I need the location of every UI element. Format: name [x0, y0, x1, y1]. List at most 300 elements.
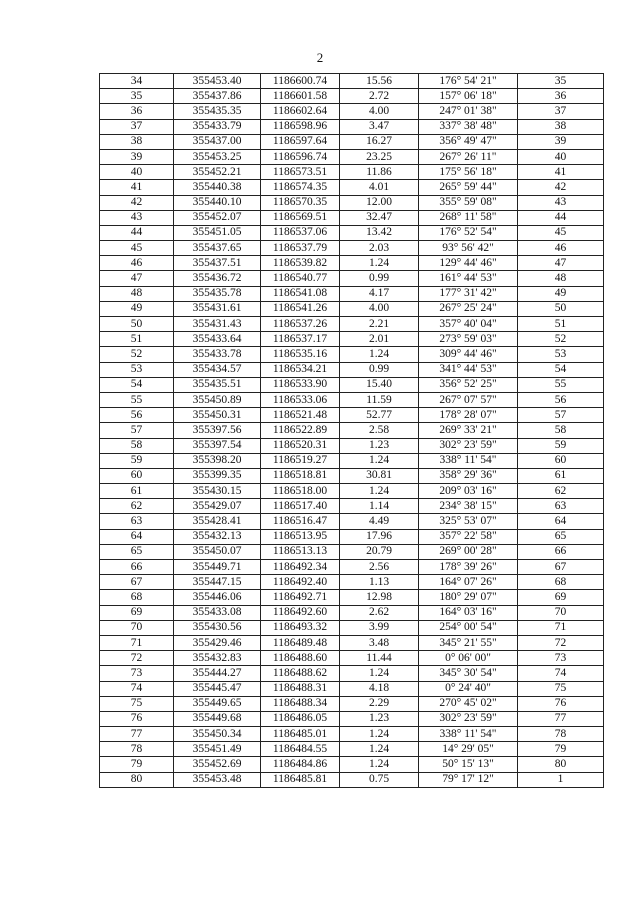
x-coordinate-cell: 355450.34 [174, 727, 261, 742]
coordinates-table [99, 73, 604, 788]
x-coordinate-cell: 355433.78 [174, 347, 261, 362]
next-point-cell: 35 [518, 74, 604, 89]
point-number-cell: 75 [100, 696, 174, 711]
y-coordinate-cell: 1186597.64 [261, 134, 340, 149]
x-coordinate-cell: 355430.15 [174, 484, 261, 499]
next-point-cell: 72 [518, 635, 604, 650]
point-number-cell: 47 [100, 271, 174, 286]
next-point-cell: 77 [518, 711, 604, 726]
bearing-cell: 254° 00' 54" [419, 620, 518, 635]
point-number-cell: 51 [100, 332, 174, 347]
distance-cell: 1.24 [340, 666, 419, 681]
y-coordinate-cell: 1186518.81 [261, 468, 340, 483]
y-coordinate-cell: 1186488.34 [261, 696, 340, 711]
distance-cell: 1.24 [340, 727, 419, 742]
distance-cell: 17.96 [340, 529, 419, 544]
table-row [100, 149, 604, 164]
y-coordinate-cell: 1186492.60 [261, 605, 340, 620]
bearing-cell: 79° 17' 12" [419, 772, 518, 787]
distance-cell: 2.03 [340, 241, 419, 256]
x-coordinate-cell: 355432.13 [174, 529, 261, 544]
table-row [100, 377, 604, 392]
x-coordinate-cell: 355433.79 [174, 119, 261, 134]
table-row [100, 560, 604, 575]
table-row [100, 651, 604, 666]
point-number-cell: 63 [100, 514, 174, 529]
point-number-cell: 40 [100, 165, 174, 180]
table-row [100, 514, 604, 529]
bearing-cell: 209° 03' 16" [419, 484, 518, 499]
next-point-cell: 73 [518, 651, 604, 666]
page-number: 2 [316, 50, 324, 65]
bearing-cell: 177° 31' 42" [419, 286, 518, 301]
distance-cell: 2.62 [340, 605, 419, 620]
table-row [100, 453, 604, 468]
table-row [100, 681, 604, 696]
point-number-cell: 37 [100, 119, 174, 134]
distance-cell: 2.72 [340, 89, 419, 104]
distance-cell: 3.99 [340, 620, 419, 635]
point-number-cell: 78 [100, 742, 174, 757]
bearing-cell: 357° 40' 04" [419, 317, 518, 332]
next-point-cell: 64 [518, 514, 604, 529]
x-coordinate-cell: 355437.65 [174, 241, 261, 256]
next-point-cell: 49 [518, 286, 604, 301]
distance-cell: 0.75 [340, 772, 419, 787]
table-row [100, 271, 604, 286]
table-row [100, 468, 604, 483]
point-number-cell: 39 [100, 149, 174, 164]
distance-cell: 0.99 [340, 362, 419, 377]
bearing-cell: 356° 52' 25" [419, 377, 518, 392]
next-point-cell: 54 [518, 362, 604, 377]
point-number-cell: 52 [100, 347, 174, 362]
bearing-cell: 14° 29' 05" [419, 742, 518, 757]
bearing-cell: 267° 25' 24" [419, 301, 518, 316]
distance-cell: 3.47 [340, 119, 419, 134]
bearing-cell: 176° 54' 21" [419, 74, 518, 89]
point-number-cell: 59 [100, 453, 174, 468]
bearing-cell: 302° 23' 59" [419, 711, 518, 726]
x-coordinate-cell: 355433.64 [174, 332, 261, 347]
distance-cell: 15.40 [340, 377, 419, 392]
bearing-cell: 357° 22' 58" [419, 529, 518, 544]
x-coordinate-cell: 355440.10 [174, 195, 261, 210]
bearing-cell: 345° 30' 54" [419, 666, 518, 681]
bearing-cell: 341° 44' 53" [419, 362, 518, 377]
x-coordinate-cell: 355450.07 [174, 544, 261, 559]
point-number-cell: 61 [100, 484, 174, 499]
x-coordinate-cell: 355436.72 [174, 271, 261, 286]
next-point-cell: 57 [518, 408, 604, 423]
point-number-cell: 57 [100, 423, 174, 438]
y-coordinate-cell: 1186517.40 [261, 499, 340, 514]
bearing-cell: 175° 56' 18" [419, 165, 518, 180]
next-point-cell: 74 [518, 666, 604, 681]
table-row [100, 241, 604, 256]
bearing-cell: 269° 00' 28" [419, 544, 518, 559]
bearing-cell: 178° 28' 07" [419, 408, 518, 423]
y-coordinate-cell: 1186522.89 [261, 423, 340, 438]
y-coordinate-cell: 1186492.34 [261, 560, 340, 575]
bearing-cell: 345° 21' 55" [419, 635, 518, 650]
table-row [100, 423, 604, 438]
next-point-cell: 80 [518, 757, 604, 772]
y-coordinate-cell: 1186596.74 [261, 149, 340, 164]
bearing-cell: 180° 29' 07" [419, 590, 518, 605]
x-coordinate-cell: 355397.54 [174, 438, 261, 453]
point-number-cell: 72 [100, 651, 174, 666]
table-row [100, 757, 604, 772]
bearing-cell: 157° 06' 18" [419, 89, 518, 104]
point-number-cell: 50 [100, 317, 174, 332]
bearing-cell: 355° 59' 08" [419, 195, 518, 210]
next-point-cell: 40 [518, 149, 604, 164]
table-row [100, 286, 604, 301]
table-row [100, 301, 604, 316]
table-row [100, 165, 604, 180]
distance-cell: 1.24 [340, 347, 419, 362]
x-coordinate-cell: 355437.86 [174, 89, 261, 104]
table-row [100, 529, 604, 544]
bearing-cell: 164° 03' 16" [419, 605, 518, 620]
point-number-cell: 68 [100, 590, 174, 605]
x-coordinate-cell: 355450.89 [174, 392, 261, 407]
bearing-cell: 93° 56' 42" [419, 241, 518, 256]
bearing-cell: 269° 33' 21" [419, 423, 518, 438]
point-number-cell: 46 [100, 256, 174, 271]
bearing-cell: 50° 15' 13" [419, 757, 518, 772]
point-number-cell: 55 [100, 392, 174, 407]
distance-cell: 4.01 [340, 180, 419, 195]
bearing-cell: 0° 06' 00" [419, 651, 518, 666]
next-point-cell: 68 [518, 575, 604, 590]
bearing-cell: 176° 52' 54" [419, 225, 518, 240]
x-coordinate-cell: 355434.57 [174, 362, 261, 377]
next-point-cell: 37 [518, 104, 604, 119]
distance-cell: 4.00 [340, 104, 419, 119]
point-number-cell: 42 [100, 195, 174, 210]
y-coordinate-cell: 1186569.51 [261, 210, 340, 225]
y-coordinate-cell: 1186570.35 [261, 195, 340, 210]
distance-cell: 1.23 [340, 438, 419, 453]
point-number-cell: 70 [100, 620, 174, 635]
table-row [100, 180, 604, 195]
point-number-cell: 76 [100, 711, 174, 726]
x-coordinate-cell: 355453.48 [174, 772, 261, 787]
table-row [100, 590, 604, 605]
table-row [100, 256, 604, 271]
distance-cell: 1.24 [340, 453, 419, 468]
table-row [100, 620, 604, 635]
bearing-cell: 267° 26' 11" [419, 149, 518, 164]
point-number-cell: 58 [100, 438, 174, 453]
point-number-cell: 34 [100, 74, 174, 89]
distance-cell: 16.27 [340, 134, 419, 149]
point-number-cell: 53 [100, 362, 174, 377]
y-coordinate-cell: 1186486.05 [261, 711, 340, 726]
point-number-cell: 38 [100, 134, 174, 149]
bearing-cell: 337° 38' 48" [419, 119, 518, 134]
table-row [100, 317, 604, 332]
x-coordinate-cell: 355432.83 [174, 651, 261, 666]
distance-cell: 1.24 [340, 256, 419, 271]
distance-cell: 2.29 [340, 696, 419, 711]
distance-cell: 1.24 [340, 484, 419, 499]
next-point-cell: 50 [518, 301, 604, 316]
y-coordinate-cell: 1186488.60 [261, 651, 340, 666]
next-point-cell: 52 [518, 332, 604, 347]
bearing-cell: 309° 44' 46" [419, 347, 518, 362]
point-number-cell: 44 [100, 225, 174, 240]
y-coordinate-cell: 1186600.74 [261, 74, 340, 89]
point-number-cell: 65 [100, 544, 174, 559]
table-row [100, 544, 604, 559]
distance-cell: 2.21 [340, 317, 419, 332]
y-coordinate-cell: 1186602.64 [261, 104, 340, 119]
next-point-cell: 39 [518, 134, 604, 149]
y-coordinate-cell: 1186493.32 [261, 620, 340, 635]
distance-cell: 1.24 [340, 757, 419, 772]
table-row [100, 438, 604, 453]
y-coordinate-cell: 1186519.27 [261, 453, 340, 468]
next-point-cell: 69 [518, 590, 604, 605]
next-point-cell: 44 [518, 210, 604, 225]
y-coordinate-cell: 1186534.21 [261, 362, 340, 377]
bearing-cell: 302° 23' 59" [419, 438, 518, 453]
point-number-cell: 48 [100, 286, 174, 301]
table-row [100, 408, 604, 423]
y-coordinate-cell: 1186537.79 [261, 241, 340, 256]
next-point-cell: 56 [518, 392, 604, 407]
point-number-cell: 71 [100, 635, 174, 650]
table-row [100, 392, 604, 407]
table-row [100, 696, 604, 711]
y-coordinate-cell: 1186533.90 [261, 377, 340, 392]
bearing-cell: 247° 01' 38" [419, 104, 518, 119]
table-row [100, 484, 604, 499]
x-coordinate-cell: 355444.27 [174, 666, 261, 681]
distance-cell: 1.13 [340, 575, 419, 590]
y-coordinate-cell: 1186601.58 [261, 89, 340, 104]
table-row [100, 225, 604, 240]
next-point-cell: 76 [518, 696, 604, 711]
y-coordinate-cell: 1186518.00 [261, 484, 340, 499]
table-body [100, 74, 604, 788]
table-row [100, 210, 604, 225]
distance-cell: 2.01 [340, 332, 419, 347]
distance-cell: 4.17 [340, 286, 419, 301]
next-point-cell: 71 [518, 620, 604, 635]
y-coordinate-cell: 1186521.48 [261, 408, 340, 423]
point-number-cell: 56 [100, 408, 174, 423]
table-row [100, 134, 604, 149]
y-coordinate-cell: 1186598.96 [261, 119, 340, 134]
next-point-cell: 58 [518, 423, 604, 438]
next-point-cell: 63 [518, 499, 604, 514]
distance-cell: 30.81 [340, 468, 419, 483]
next-point-cell: 67 [518, 560, 604, 575]
table-row [100, 742, 604, 757]
point-number-cell: 43 [100, 210, 174, 225]
distance-cell: 0.99 [340, 271, 419, 286]
y-coordinate-cell: 1186541.08 [261, 286, 340, 301]
point-number-cell: 35 [100, 89, 174, 104]
next-point-cell: 42 [518, 180, 604, 195]
x-coordinate-cell: 355437.51 [174, 256, 261, 271]
x-coordinate-cell: 355446.06 [174, 590, 261, 605]
y-coordinate-cell: 1186541.26 [261, 301, 340, 316]
y-coordinate-cell: 1186520.31 [261, 438, 340, 453]
x-coordinate-cell: 355399.35 [174, 468, 261, 483]
x-coordinate-cell: 355435.78 [174, 286, 261, 301]
point-number-cell: 36 [100, 104, 174, 119]
distance-cell: 13.42 [340, 225, 419, 240]
next-point-cell: 60 [518, 453, 604, 468]
x-coordinate-cell: 355449.65 [174, 696, 261, 711]
point-number-cell: 67 [100, 575, 174, 590]
x-coordinate-cell: 355431.61 [174, 301, 261, 316]
y-coordinate-cell: 1186573.51 [261, 165, 340, 180]
bearing-cell: 234° 38' 15" [419, 499, 518, 514]
distance-cell: 2.56 [340, 560, 419, 575]
x-coordinate-cell: 355398.20 [174, 453, 261, 468]
table-row [100, 635, 604, 650]
distance-cell: 1.23 [340, 711, 419, 726]
y-coordinate-cell: 1186574.35 [261, 180, 340, 195]
y-coordinate-cell: 1186485.01 [261, 727, 340, 742]
y-coordinate-cell: 1186533.06 [261, 392, 340, 407]
y-coordinate-cell: 1186489.48 [261, 635, 340, 650]
distance-cell: 2.58 [340, 423, 419, 438]
y-coordinate-cell: 1186492.40 [261, 575, 340, 590]
next-point-cell: 38 [518, 119, 604, 134]
point-number-cell: 49 [100, 301, 174, 316]
x-coordinate-cell: 355428.41 [174, 514, 261, 529]
next-point-cell: 59 [518, 438, 604, 453]
y-coordinate-cell: 1186488.62 [261, 666, 340, 681]
point-number-cell: 74 [100, 681, 174, 696]
distance-cell: 20.79 [340, 544, 419, 559]
bearing-cell: 325° 53' 07" [419, 514, 518, 529]
x-coordinate-cell: 355429.07 [174, 499, 261, 514]
x-coordinate-cell: 355452.69 [174, 757, 261, 772]
bearing-cell: 129° 44' 46" [419, 256, 518, 271]
next-point-cell: 66 [518, 544, 604, 559]
distance-cell: 12.98 [340, 590, 419, 605]
table-row [100, 104, 604, 119]
distance-cell: 4.49 [340, 514, 419, 529]
next-point-cell: 75 [518, 681, 604, 696]
distance-cell: 11.44 [340, 651, 419, 666]
point-number-cell: 45 [100, 241, 174, 256]
distance-cell: 1.14 [340, 499, 419, 514]
table-row [100, 195, 604, 210]
x-coordinate-cell: 355430.56 [174, 620, 261, 635]
y-coordinate-cell: 1186484.55 [261, 742, 340, 757]
distance-cell: 11.59 [340, 392, 419, 407]
bearing-cell: 273° 59' 03" [419, 332, 518, 347]
x-coordinate-cell: 355433.08 [174, 605, 261, 620]
y-coordinate-cell: 1186537.17 [261, 332, 340, 347]
next-point-cell: 43 [518, 195, 604, 210]
y-coordinate-cell: 1186513.13 [261, 544, 340, 559]
next-point-cell: 48 [518, 271, 604, 286]
x-coordinate-cell: 355429.46 [174, 635, 261, 650]
bearing-cell: 268° 11' 58" [419, 210, 518, 225]
distance-cell: 4.00 [340, 301, 419, 316]
point-number-cell: 62 [100, 499, 174, 514]
bearing-cell: 338° 11' 54" [419, 453, 518, 468]
x-coordinate-cell: 355435.35 [174, 104, 261, 119]
distance-cell: 23.25 [340, 149, 419, 164]
y-coordinate-cell: 1186535.16 [261, 347, 340, 362]
next-point-cell: 47 [518, 256, 604, 271]
x-coordinate-cell: 355450.31 [174, 408, 261, 423]
point-number-cell: 77 [100, 727, 174, 742]
bearing-cell: 265° 59' 44" [419, 180, 518, 195]
next-point-cell: 53 [518, 347, 604, 362]
x-coordinate-cell: 355452.21 [174, 165, 261, 180]
x-coordinate-cell: 355449.68 [174, 711, 261, 726]
next-point-cell: 78 [518, 727, 604, 742]
point-number-cell: 69 [100, 605, 174, 620]
y-coordinate-cell: 1186485.81 [261, 772, 340, 787]
y-coordinate-cell: 1186537.06 [261, 225, 340, 240]
point-number-cell: 73 [100, 666, 174, 681]
bearing-cell: 358° 29' 36" [419, 468, 518, 483]
next-point-cell: 41 [518, 165, 604, 180]
point-number-cell: 64 [100, 529, 174, 544]
next-point-cell: 62 [518, 484, 604, 499]
table-row [100, 119, 604, 134]
x-coordinate-cell: 355437.00 [174, 134, 261, 149]
x-coordinate-cell: 355451.49 [174, 742, 261, 757]
table-row [100, 727, 604, 742]
x-coordinate-cell: 355435.51 [174, 377, 261, 392]
distance-cell: 12.00 [340, 195, 419, 210]
x-coordinate-cell: 355440.38 [174, 180, 261, 195]
y-coordinate-cell: 1186539.82 [261, 256, 340, 271]
distance-cell: 52.77 [340, 408, 419, 423]
table-row [100, 499, 604, 514]
bearing-cell: 161° 44' 53" [419, 271, 518, 286]
point-number-cell: 54 [100, 377, 174, 392]
distance-cell: 11.86 [340, 165, 419, 180]
x-coordinate-cell: 355397.56 [174, 423, 261, 438]
next-point-cell: 46 [518, 241, 604, 256]
table-row [100, 332, 604, 347]
point-number-cell: 66 [100, 560, 174, 575]
x-coordinate-cell: 355445.47 [174, 681, 261, 696]
distance-cell: 1.24 [340, 742, 419, 757]
y-coordinate-cell: 1186513.95 [261, 529, 340, 544]
next-point-cell: 65 [518, 529, 604, 544]
table-row [100, 347, 604, 362]
table-row [100, 89, 604, 104]
x-coordinate-cell: 355431.43 [174, 317, 261, 332]
point-number-cell: 60 [100, 468, 174, 483]
next-point-cell: 45 [518, 225, 604, 240]
x-coordinate-cell: 355447.15 [174, 575, 261, 590]
y-coordinate-cell: 1186484.86 [261, 757, 340, 772]
table-row [100, 74, 604, 89]
bearing-cell: 178° 39' 26" [419, 560, 518, 575]
y-coordinate-cell: 1186488.31 [261, 681, 340, 696]
x-coordinate-cell: 355453.25 [174, 149, 261, 164]
table-row [100, 772, 604, 787]
distance-cell: 15.56 [340, 74, 419, 89]
